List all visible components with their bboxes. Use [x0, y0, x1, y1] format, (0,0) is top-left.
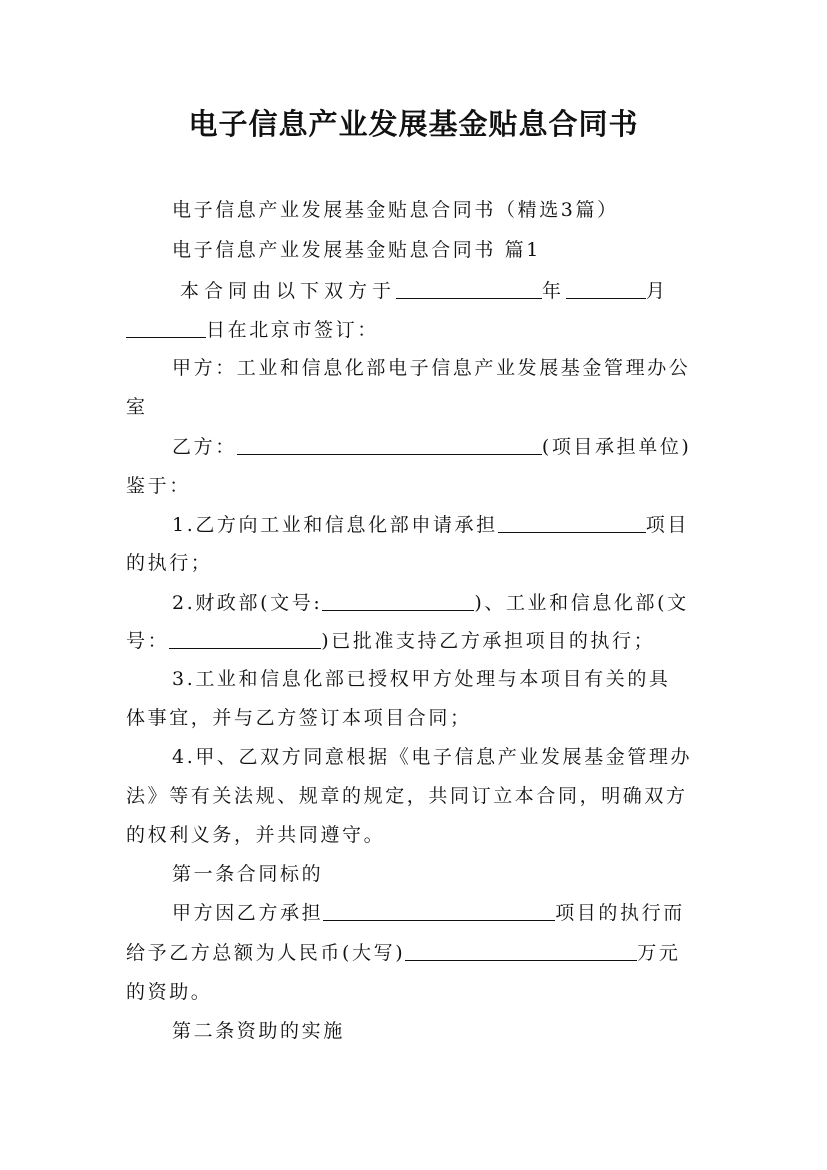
party-a-line-2: 室 — [126, 396, 148, 418]
article1-line-2 — [126, 940, 706, 966]
item2-line2-suffix: )已批准支持乙方承担项目的执行； — [321, 630, 656, 652]
item2-middle: )、工业和信息化部(文 — [474, 592, 689, 614]
intro-line-2 — [126, 317, 706, 343]
item1-line-2: 的执行； — [126, 552, 213, 574]
item4-line-2: 法》等有关法规、规章的规定，共同订立本合同，明确双方 — [126, 785, 688, 807]
item2-blank-1 — [322, 590, 474, 611]
item2-line-1 — [172, 590, 707, 616]
intro-text-1: 本合同由以下双方于 — [180, 280, 397, 302]
part-heading: 电子信息产业发展基金贴息合同书 篇1 — [172, 239, 541, 261]
document-title: 电子信息产业发展基金贴息合同书 — [188, 107, 639, 141]
party-a-line-1: 甲方：工业和信息化部电子信息产业发展基金管理办公 — [172, 357, 691, 379]
item1-prefix: 1.乙方向工业和信息化部申请承担 — [172, 514, 498, 536]
item2-blank-2 — [169, 628, 321, 649]
intro-text-month: 月 — [646, 280, 671, 302]
intro-text-year: 年 — [542, 280, 567, 302]
item3-line-2: 体事宜，并与乙方签订本项目合同； — [126, 707, 472, 729]
item2-prefix: 2.财政部(文号: — [172, 592, 323, 614]
item2-line-2 — [126, 628, 706, 654]
item4-line-3: 的权利义务，并共同遵守。 — [126, 824, 386, 846]
party-b-suffix: (项目承担单位) — [541, 436, 692, 458]
article1-line-3: 的资助。 — [126, 981, 213, 1003]
article1-line1-prefix: 甲方因乙方承担 — [172, 902, 324, 924]
article1-heading: 第一条合同标的 — [172, 863, 324, 885]
article2-heading: 第二条资助的实施 — [172, 1020, 345, 1042]
article1-project-blank — [323, 900, 555, 921]
intro-text-day: 日在北京市签订： — [206, 319, 379, 341]
whereas-label: 鉴于： — [126, 475, 191, 497]
date-day-blank — [126, 317, 206, 338]
item1-line-1 — [172, 512, 707, 538]
party-b-line — [172, 434, 707, 460]
item1-blank — [498, 512, 646, 533]
item3-line-1: 3.工业和信息化部已授权甲方处理与本项目有关的具 — [172, 668, 671, 690]
item4-line-1: 4.甲、乙双方同意根据《电子信息产业发展基金管理办 — [172, 746, 693, 768]
article1-amount-blank — [405, 940, 637, 961]
article1-line1-suffix: 项目的执行而 — [555, 902, 685, 924]
article1-line2-prefix: 给予乙方总额为人民币(大写) — [126, 942, 406, 964]
article1-line-1 — [172, 900, 707, 926]
party-b-prefix: 乙方： — [172, 436, 237, 458]
document-subtitle: 电子信息产业发展基金贴息合同书（精选3篇） — [172, 199, 619, 221]
intro-line-1 — [180, 278, 715, 304]
article1-line2-suffix: 万元 — [637, 942, 681, 964]
party-b-blank — [237, 434, 542, 455]
date-month-blank — [566, 278, 646, 299]
date-year-blank — [396, 278, 542, 299]
item1-suffix: 项目 — [645, 514, 689, 536]
item2-line2-prefix: 号： — [126, 630, 170, 652]
